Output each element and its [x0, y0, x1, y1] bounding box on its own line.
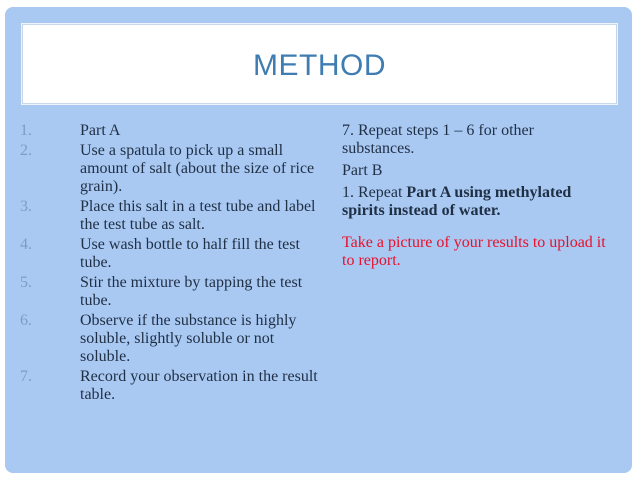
- part-b-column: [342, 122, 607, 274]
- list-item: [20, 236, 320, 272]
- step-number: 5.: [20, 274, 32, 291]
- list-item: [20, 368, 320, 404]
- step-text: Use wash bottle to half fill the test tube.: [80, 236, 300, 271]
- photo-note: Take a picture of your results to upload it to report.: [342, 234, 606, 269]
- part-b-bold-text: Part A using methylated spirits instead of water.: [342, 184, 572, 219]
- step-number: 1.: [20, 122, 32, 139]
- step-text: Stir the mixture by tapping the test tube.: [80, 274, 303, 309]
- step-number: 6.: [20, 312, 32, 329]
- step-number: 2.: [20, 142, 32, 159]
- list-item: [20, 312, 320, 366]
- step-text: Use a spatula to pick up a small amount of salt (about the size of rice grain).: [80, 142, 315, 195]
- slide: [5, 7, 632, 473]
- step-text: Part A: [80, 122, 121, 139]
- list-item: [20, 122, 320, 140]
- repeat-steps-text: 7. Repeat steps 1 – 6 for other substances.: [342, 122, 534, 157]
- step-text: Record your observation in the result table.: [80, 368, 318, 403]
- list-item: [20, 198, 320, 234]
- part-b-instruction: [342, 184, 607, 220]
- slide-title: METHOD: [253, 49, 386, 82]
- step-number: 3.: [20, 198, 32, 215]
- step-number: 4.: [20, 236, 32, 253]
- part-b-heading: Part B: [342, 162, 383, 179]
- part-b-prefix: 1. Repeat: [342, 184, 407, 201]
- title-band: [22, 24, 617, 104]
- step-text: Observe if the substance is highly soluble, slightly soluble or not soluble.: [80, 312, 297, 365]
- step-number: 7.: [20, 368, 32, 385]
- step-text: Place this salt in a test tube and label the test tube as salt.: [80, 198, 316, 233]
- part-a-steps-list: [20, 122, 320, 404]
- list-item: [20, 274, 320, 310]
- list-item: [20, 142, 320, 196]
- part-a-column: [20, 122, 320, 406]
